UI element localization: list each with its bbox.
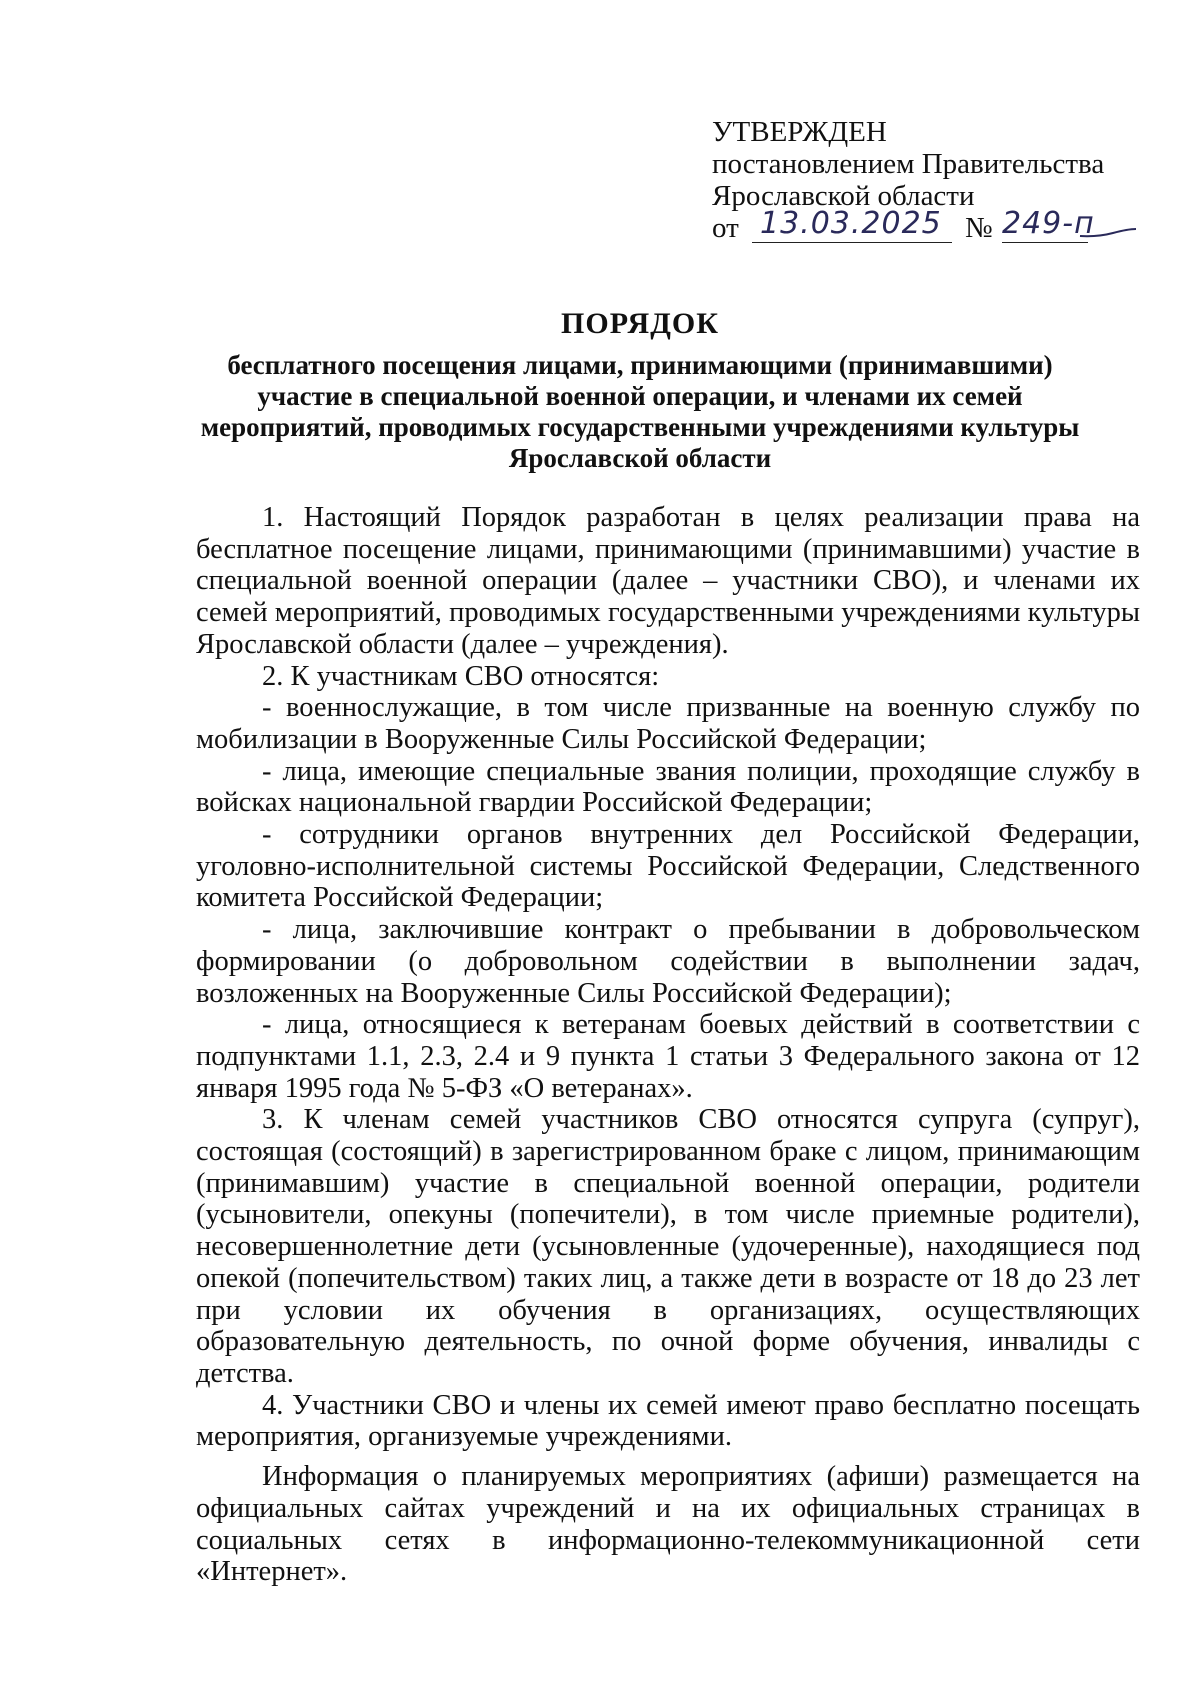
paragraph-2-item-2: - лица, имеющие специальные звания полиции, проходящие службу в войсках национальной гвардии Российской Федерации; xyxy=(196,755,1140,819)
paragraph-4: 4. Участники СВО и члены их семей имеют право бесплатно посещать мероприятия, организуемые учреждениями. xyxy=(196,1389,1140,1453)
paragraph-2-item-4: - лица, заключившие контракт о пребывании в добровольческом формировании (о добровольном содействии в выполнении задач, возложенных на Вооруженные Силы Российской Федерации); xyxy=(196,914,1140,1009)
approval-date-number-row xyxy=(712,206,1152,248)
document-subtitle: бесплатного посещения лицами, принимающими (принимавшими) участие в специальной военной операции, и членами их семей мероприятий, проводимых государственными учреждениями культуры Ярославской области xyxy=(200,350,1080,473)
paragraph-2-item-5: - лица, относящиеся к ветеранам боевых действий в соответствии с подпунктами 1.1, 2.3, 2.4 и 9 пункта 1 статьи 3 Федерального закона от 12 января 1995 года № 5-ФЗ «О ветеранах». xyxy=(196,1009,1140,1104)
handwritten-date: 13.03.2025 xyxy=(760,206,942,241)
approval-heading: УТВЕРЖДЕН xyxy=(712,116,887,148)
document-title-block xyxy=(150,306,1130,474)
number-sign: № xyxy=(965,212,993,244)
date-prefix: от xyxy=(712,212,739,244)
document-title: ПОРЯДОК xyxy=(561,307,719,340)
paragraph-2: 2. К участникам СВО относятся: xyxy=(262,660,660,692)
paragraph-4-info: Информация о планируемых мероприятиях (афиши) размещается на официальных сайтах учреждений и на их официальных страницах в социальных сетях в информационно-телекоммуникационной сети «Интернет». xyxy=(196,1461,1140,1588)
paragraph-2-item-3: - сотрудники органов внутренних дел Российской Федерации, уголовно-исполнительной системы Российской Федерации, Следственного комитета Российской Федерации; xyxy=(196,819,1140,914)
handwriting-flourish-icon xyxy=(1078,228,1138,238)
handwritten-number: 249-п xyxy=(1002,206,1095,241)
approval-stamp-block xyxy=(712,116,1152,248)
paragraph-3: 3. К членам семей участников СВО относятся супруга (супруг), состоящая (состоящий) в зарегистрированном браке с лицом, принимающим (принимавшим) участие в специальной военной операции, родители (усыновители, опекуны (попечители), в том числе приемные родители), несовершеннолетние дети (усыновленные (удочеренные), находящиеся под опекой (попечительством) таких лиц, а также дети в возрасте от 18 до 23 лет при условии их обучения в организациях, осуществляющих образовательную деятельность, по очной форме обучения, инвалиды с детства. xyxy=(196,1104,1140,1389)
paragraph-2-item-1: - военнослужащие, в том числе призванные на военную службу по мобилизации в Вооруженные Силы Российской Федерации; xyxy=(196,692,1140,755)
approval-region: Ярославской области xyxy=(712,180,975,212)
document-body xyxy=(196,502,1140,1588)
paragraph-1: 1. Настоящий Порядок разработан в целях реализации права на бесплатное посещение лицами, принимающими (принимавшими) участие в специальной военной операции (далее – участники СВО), и членами их семей мероприятий, проводимых государственными учреждениями культуры Ярославской области (далее – учреждения). xyxy=(196,502,1140,660)
approval-authority: постановлением Правительства xyxy=(712,148,1105,180)
